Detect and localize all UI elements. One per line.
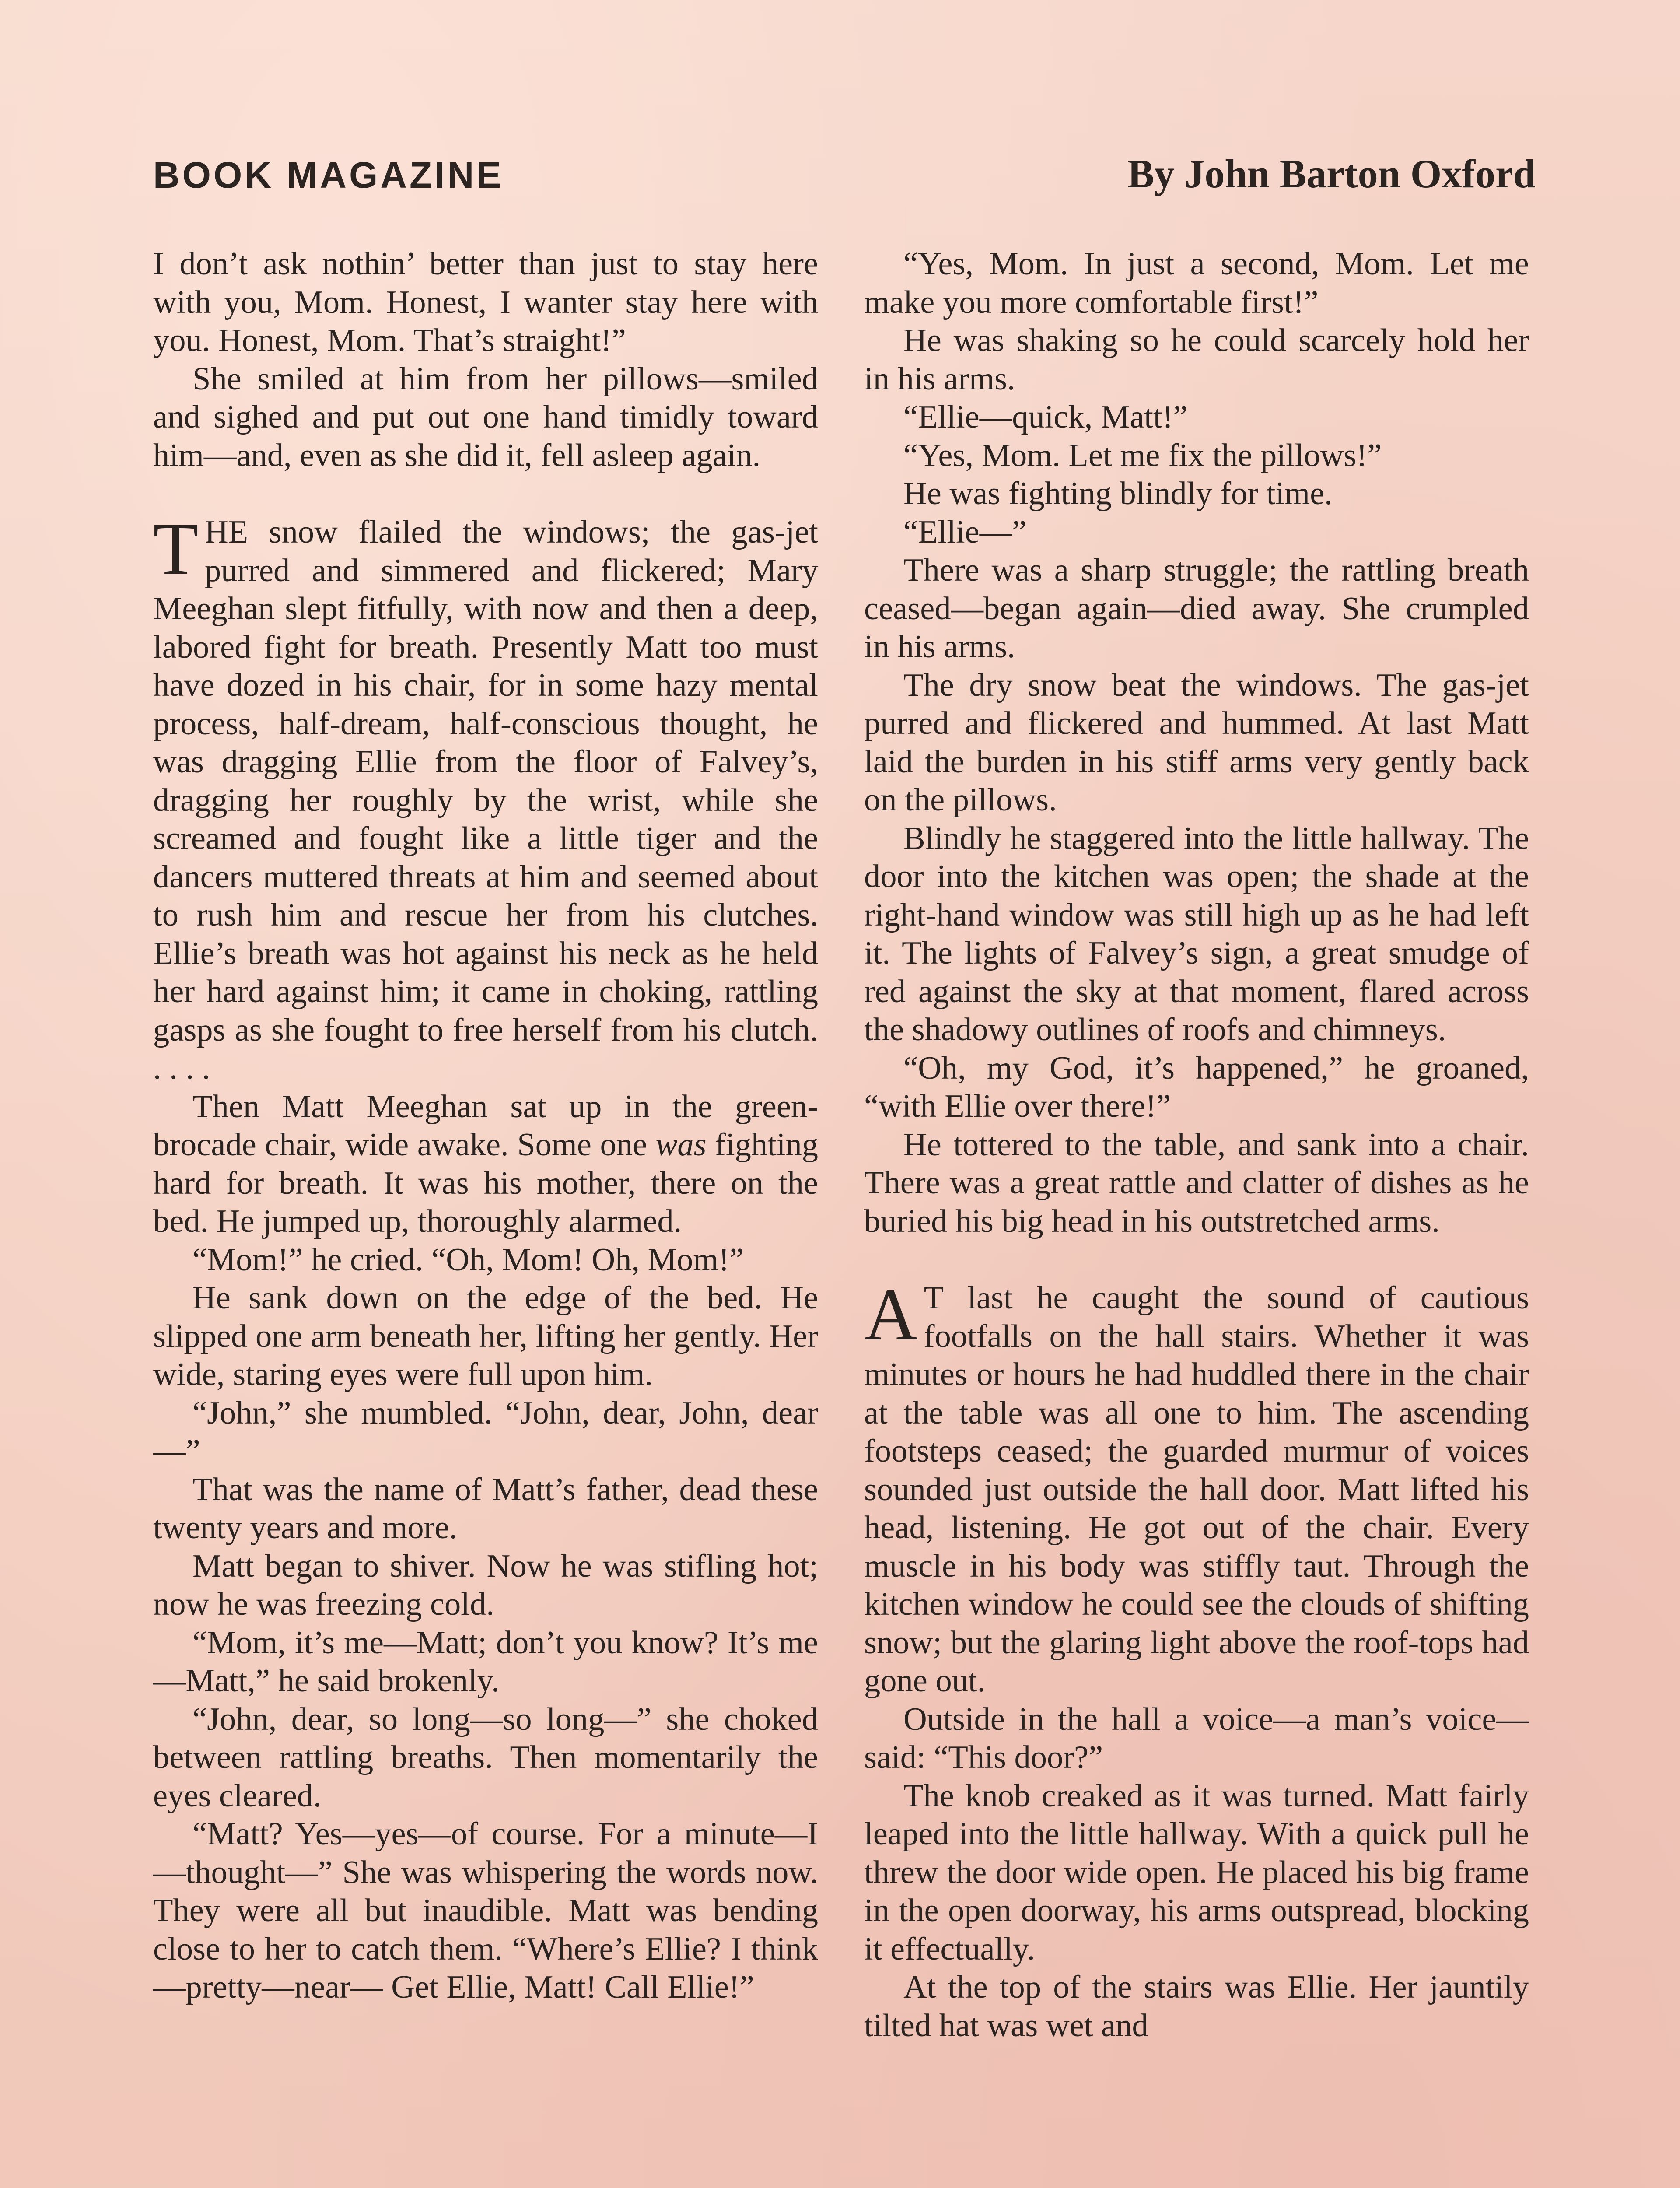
paragraph-text: HE snow flailed the windows; the gas-jet purred and simmered and flickered; Mary Meeghan slept fitfully, with now and then a deep, labored fight for breath. Presently Matt too must have dozed in his chair, for in some hazy mental process, half-dream, half-conscious thought, he was dragging Ellie from the floor of Falvey’s, dragging her roughly by the wrist, while she screamed and fought like a little tiger and the dancers muttered threats at him and seemed about to rush him and rescue her from his clutches. Ellie’s breath was hot against his neck as he held her hard against him; it came in choking, rattling gasps as she fought to free herself from his clutch. . . . . [153,514,818,1086]
paragraph: Blindly he staggered into the little hallway. The door into the kitchen was open; the shade at the right-hand window was still high up as he had left it. The lights of Falvey’s sign, a great smudge of red against the sky at that moment, flared across the shadowy outlines of roofs and chimneys. [864,820,1529,1048]
right-column [864,245,1529,2045]
paragraph: The knob creaked as it was turned. Matt fairly leaped into the little hallway. With a quick pull he threw the door wide open. He placed his big frame in the open doorway, his arms outspread, blocking it effectually. [864,1778,1529,1967]
author-byline: By John Barton Oxford [1127,151,1536,196]
paragraph: He tottered to the table, and sank into a chair. There was a great rattle and clatter of dishes as he buried his big head in his outstretched arms. [864,1126,1529,1239]
paragraph: “Ellie—quick, Matt!” [903,399,1188,435]
paragraph: She smiled at him from her pillows—smiled and sighed and put out one hand timidly toward him—and, even as she did it, fell asleep again. [153,361,818,473]
paragraph: “Mom, it’s me—Matt; don’t you know? It’s me—Matt,” he said brokenly. [153,1624,818,1699]
paragraph [153,1088,818,1241]
paragraph: There was a sharp struggle; the rattling breath ceased—began again—died away. She crumpled in his arms. [864,552,1529,665]
left-column [153,245,818,2007]
paragraph: “Yes, Mom. Let me fix the pillows!” [903,437,1382,473]
paragraph: “Oh, my God, it’s happened,” he groaned, “with Ellie over there!” [864,1050,1529,1124]
paragraph: I don’t ask nothin’ better than just to stay here with you, Mom. Honest, I wanter stay here with you. Honest, Mom. That’s straight!” [153,246,818,358]
paragraph: “Matt? Yes—yes—of course. For a minute—I—thought—” She was whispering the words now. They were all but inaudible. Matt was bending close to her to catch them. “Where’s Ellie? I think—pretty—near— Get Ellie, Matt! Call Ellie!” [153,1816,818,2005]
paragraph: At the top of the stairs was Ellie. Her jauntily tilted hat was wet and [864,1969,1529,2044]
paragraph: He was fighting blindly for time. [903,476,1333,512]
paragraph: Outside in the hall a voice—a man’s voice—said: “This door?” [864,1701,1529,1775]
drop-cap: A [864,1273,918,1356]
paragraph: That was the name of Matt’s father, dead these twenty years and more. [153,1471,818,1546]
section-start-paragraph [153,508,818,1088]
paragraph: “Mom!” he cried. “Oh, Mom! Oh, Mom!” [192,1241,744,1278]
paragraph: “Ellie—” [903,514,1027,550]
italic-word: was [655,1127,707,1163]
paragraph: He sank down on the edge of the bed. He slipped one arm beneath her, lifting her gently. Her wide, staring eyes were full upon him. [153,1280,818,1392]
paragraph: He was shaking so he could scarcely hold her in his arms. [864,323,1529,397]
paragraph-text: T last he caught the sound of cautious footfalls on the hall stairs. Whether it was minutes or hours he had huddled there in the chair at the table was all one to him. The ascending footsteps ceased; the guarded murmur of voices sounded just outside the hall door. Matt lifted his head, listening. He got out of the chair. Every muscle in his body was stiffly taut. Through the kitchen window he could see the clouds of shifting snow; but the glaring light above the roof-tops had gone out. [864,1280,1529,1699]
paragraph: “John, dear, so long—so long—” she choked between rattling breaths. Then momentarily the eyes cleared. [153,1701,818,1814]
paragraph: “John,” she mumbled. “John, dear, John, dear—” [153,1395,818,1469]
magazine-title: BOOK MAGAZINE [153,154,504,196]
paragraph-text: fighting hard for breath. It was his mother, there on the bed. He jumped up, thoroughly alarmed. [153,1127,818,1239]
drop-cap: T [153,508,199,590]
section-start-paragraph [864,1273,1529,1701]
paragraph: The dry snow beat the windows. The gas-jet purred and flickered and hummed. At last Matt laid the burden in his stiff arms very gently back on the pillows. [864,667,1529,818]
paragraph: “Yes, Mom. In just a second, Mom. Let me make you more comfortable first!” [864,246,1529,320]
paragraph-text: Then Matt Meeghan sat up in the green-brocade chair, wide awake. Some one [153,1088,818,1163]
paragraph: Matt began to shiver. Now he was stifling hot; now he was freezing cold. [153,1548,818,1622]
